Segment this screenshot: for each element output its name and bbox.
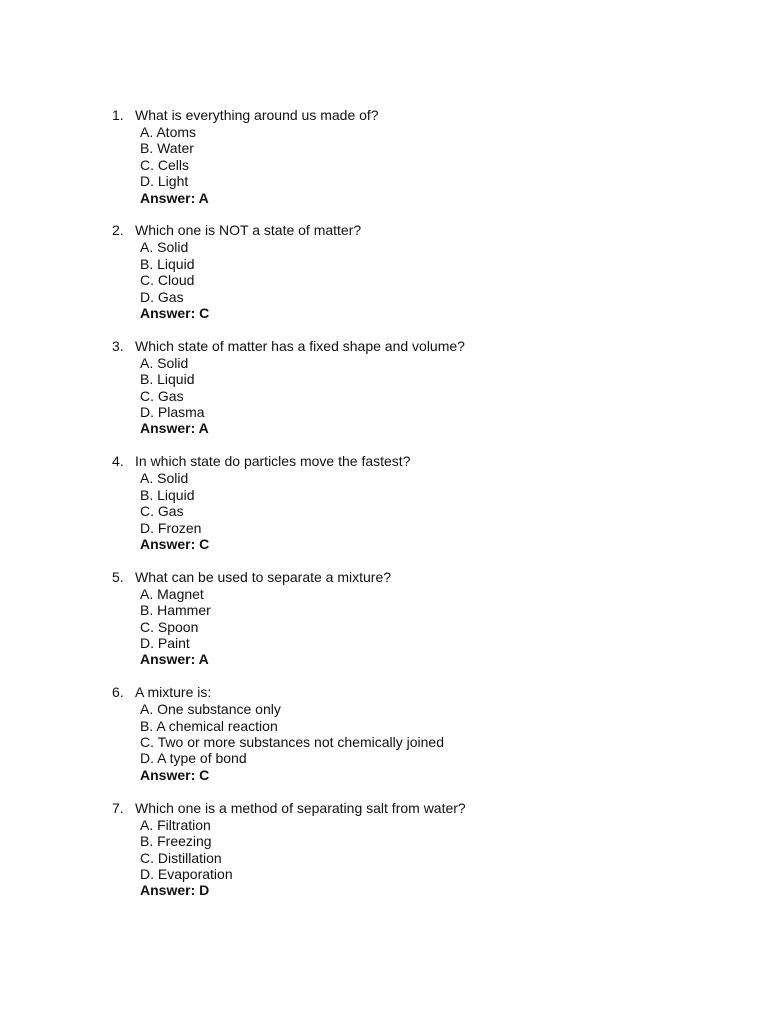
- answer-label: Answer: A: [140, 420, 209, 437]
- answer-label: Answer: D: [140, 882, 210, 899]
- question-text: Which state of matter has a fixed shape and volume?: [135, 337, 465, 354]
- question-1: [112, 107, 732, 206]
- quiz-list: [112, 107, 732, 915]
- option-a: A. One substance only: [140, 701, 281, 718]
- option-b: B. A chemical reaction: [140, 717, 278, 734]
- option-b: B. Freezing: [140, 833, 212, 850]
- option-a: A. Magnet: [140, 585, 204, 602]
- question-number: 1.: [112, 107, 124, 123]
- answer-label: Answer: C: [140, 305, 210, 322]
- answer-label: Answer: C: [140, 766, 210, 783]
- option-a: A. Solid: [140, 239, 189, 256]
- question-line: [112, 338, 732, 355]
- question-line: [112, 453, 732, 470]
- option-b: B. Hammer: [140, 602, 211, 619]
- option-c: C. Gas: [140, 503, 184, 520]
- option-d: D. Plasma: [140, 404, 205, 421]
- option-c: C. Gas: [140, 387, 184, 404]
- question-number: 7.: [112, 799, 124, 816]
- question-7: [112, 800, 732, 899]
- question-4: [112, 453, 732, 552]
- option-c: C. Cells: [140, 156, 190, 173]
- option-a: A. Atoms: [140, 124, 197, 140]
- question-number: 2.: [112, 222, 124, 239]
- question-line: [112, 684, 732, 701]
- question-line: [112, 569, 732, 586]
- answer-label: Answer: C: [140, 535, 210, 552]
- question-line: [112, 107, 732, 124]
- option-d: D. Light: [140, 173, 189, 190]
- question-2: [112, 222, 732, 321]
- option-d: D. Frozen: [140, 519, 202, 536]
- question-3: [112, 338, 732, 437]
- question-text: In which state do particles move the fastest?: [135, 453, 411, 470]
- option-d: D. A type of bond: [140, 750, 247, 767]
- option-c: C. Spoon: [140, 618, 199, 635]
- question-number: 5.: [112, 568, 124, 585]
- question-number: 3.: [112, 337, 124, 354]
- question-text: Which one is a method of separating salt from water?: [135, 799, 466, 816]
- option-a: A. Solid: [140, 354, 189, 371]
- option-a: A. Filtration: [140, 816, 211, 833]
- option-b: B. Liquid: [140, 255, 195, 272]
- option-b: B. Liquid: [140, 486, 195, 503]
- question-number: 4.: [112, 453, 124, 470]
- option-b: B. Liquid: [140, 371, 195, 388]
- question-number: 6.: [112, 684, 124, 701]
- option-c: C. Two or more substances not chemically joined: [140, 734, 444, 751]
- question-text: What is everything around us made of?: [135, 107, 379, 123]
- question-line: [112, 800, 732, 817]
- option-d: D. Gas: [140, 288, 184, 305]
- option-a: A. Solid: [140, 470, 189, 487]
- option-d: D. Paint: [140, 634, 190, 651]
- option-c: C. Distillation: [140, 849, 222, 866]
- option-d: D. Evaporation: [140, 865, 233, 882]
- question-text: What can be used to separate a mixture?: [135, 568, 392, 585]
- question-6: [112, 684, 732, 783]
- question-line: [112, 222, 732, 239]
- question-text: Which one is NOT a state of matter?: [135, 222, 362, 239]
- option-b: B. Water: [140, 140, 194, 157]
- answer-label: Answer: A: [140, 651, 209, 668]
- option-c: C. Cloud: [140, 272, 195, 289]
- question-5: [112, 569, 732, 668]
- question-text: A mixture is:: [135, 684, 212, 701]
- answer-label: Answer: A: [140, 189, 209, 206]
